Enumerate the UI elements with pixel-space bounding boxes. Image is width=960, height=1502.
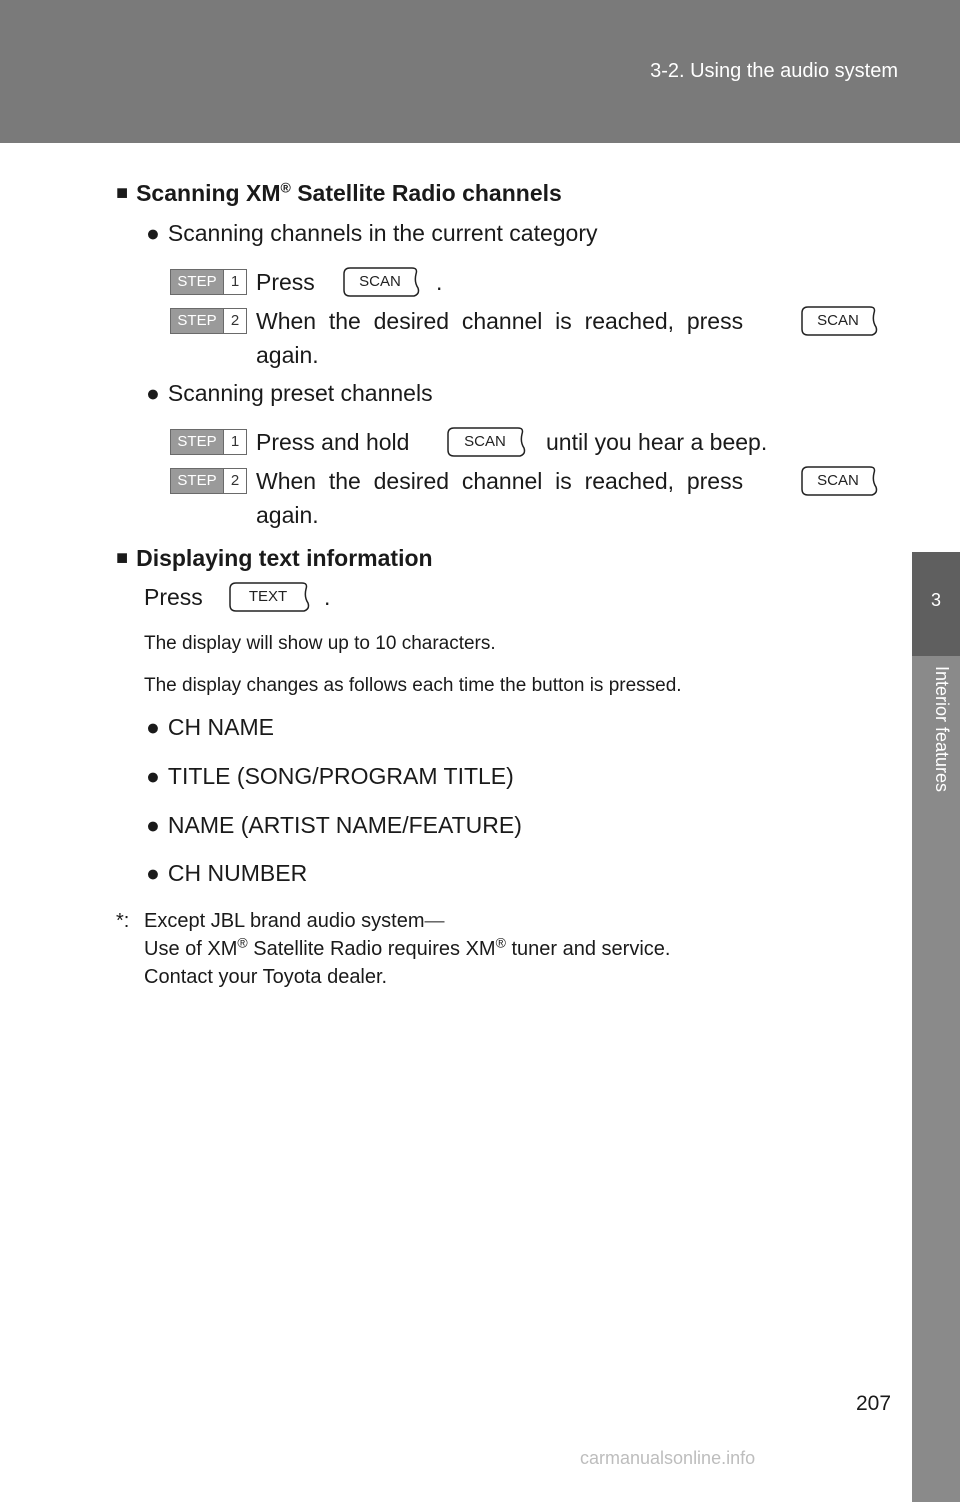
square-bullet-icon: ■	[116, 182, 129, 204]
list-item: ● CH NUMBER	[146, 860, 308, 886]
step-text: Press and hold	[256, 429, 410, 455]
step-1-badge: STEP 1	[170, 269, 247, 295]
scan-button[interactable]: SCAN	[340, 266, 420, 298]
square-bullet-icon: ■	[116, 547, 129, 569]
step-text-cont: again.	[256, 342, 319, 368]
step-text-cont: again.	[256, 502, 319, 528]
footnote-line-1: Except JBL brand audio system—	[144, 910, 445, 932]
text-info-heading: ■ Displaying text information	[116, 545, 433, 571]
step-text-end: .	[436, 269, 443, 295]
press-text: Press	[144, 584, 203, 610]
circle-bullet-icon: ●	[146, 860, 160, 886]
registered-mark: ®	[237, 934, 248, 951]
page-header	[0, 0, 960, 143]
registered-mark: ®	[280, 179, 291, 196]
circle-bullet-icon: ●	[146, 812, 160, 838]
watermark: carmanualsonline.info	[580, 1448, 756, 1468]
section-title: 3-2. Using the audio system	[650, 60, 898, 82]
step-text: When the desired channel is reached, press	[256, 468, 744, 494]
circle-bullet-icon: ●	[146, 220, 160, 246]
footnote-line-3: Contact your Toyota dealer.	[144, 966, 388, 988]
list-item: ● TITLE (SONG/PROGRAM TITLE)	[146, 763, 514, 789]
scanning-heading: ■ Scanning XM® Satellite Radio channels	[116, 179, 562, 206]
text-button[interactable]: TEXT	[226, 581, 310, 613]
circle-bullet-icon: ●	[146, 380, 160, 406]
step-text: When the desired channel is reached, press	[256, 308, 744, 334]
page-number: 207	[856, 1392, 892, 1415]
sub-heading-preset: ● Scanning preset channels	[146, 380, 433, 406]
step-2-badge: STEP 2	[170, 308, 247, 334]
circle-bullet-icon: ●	[146, 763, 160, 789]
circle-bullet-icon: ●	[146, 714, 160, 740]
list-item: ● NAME (ARTIST NAME/FEATURE)	[146, 812, 522, 838]
footnote-marker: *:	[116, 910, 130, 932]
note-display-changes: The display changes as follows each time the button is pressed.	[144, 675, 682, 696]
chapter-label: Interior features	[932, 666, 952, 793]
chapter-number: 3	[930, 590, 941, 610]
scan-button[interactable]: SCAN	[798, 465, 878, 497]
step-1-badge: STEP 1	[170, 429, 247, 455]
step-text: Press	[256, 269, 315, 295]
note-max-characters: The display will show up to 10 characters.	[144, 633, 496, 654]
step-2-badge: STEP 2	[170, 468, 247, 494]
sub-heading-current-category: ● Scanning channels in the current category	[146, 220, 598, 246]
em-dash: —	[424, 910, 445, 932]
step-text-end: until you hear a beep.	[546, 429, 768, 455]
registered-mark: ®	[495, 934, 506, 951]
press-text-end: .	[324, 584, 331, 610]
chapter-tab	[912, 552, 960, 656]
scan-button[interactable]: SCAN	[798, 305, 878, 337]
footnote-line-2: Use of XM® Satellite Radio requires XM® tuner and service.	[144, 934, 671, 960]
scan-button[interactable]: SCAN	[444, 426, 526, 458]
list-item: ● CH NAME	[146, 714, 274, 740]
